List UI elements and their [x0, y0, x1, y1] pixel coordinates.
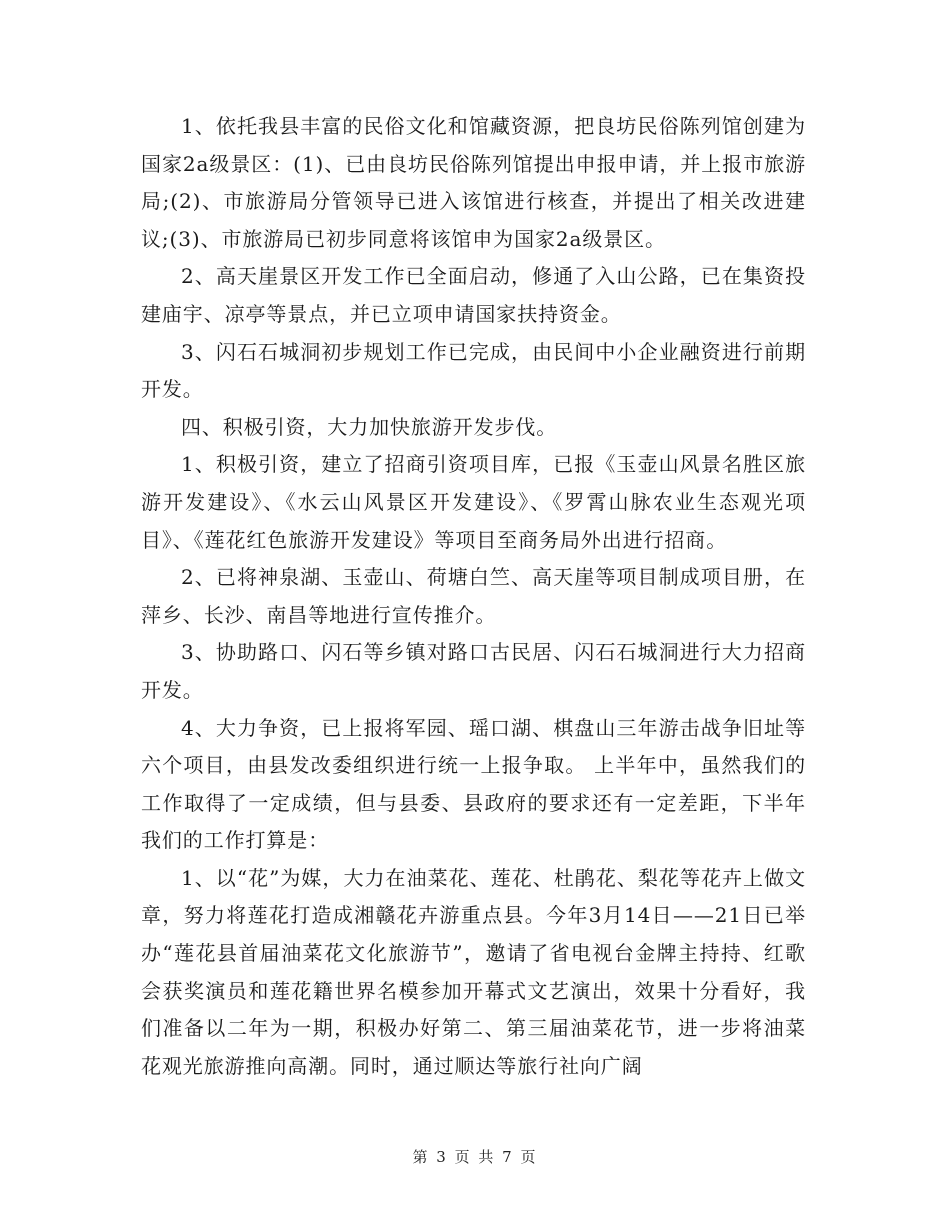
paragraph-flower-tourism: 1、以“花”为媒，大力在油菜花、莲花、杜鹃花、梨花等花卉上做文章，努力将莲花打造成湘赣花卉游重点县。今年3月14日——21日已举办“莲花县首届油菜花文化旅游节”，邀请了省电视台金牌主持持、红歌会获奖演员和莲花籍世界名模参加开幕式文艺演出，效果十分看好，我们准备以二年为一期，积极办好第二、第三届油菜花节，进一步将油菜花观光旅游推向高潮。同时，通过顺达等旅行社向广阔	[141, 865, 806, 1078]
paragraph-fund-raising: 4、大力争资，已上报将军园、瑶口湖、棋盘山三年游击战争旧址等六个项目，由县发改委组织进行统一上报争取。 上半年中，虽然我们的工作取得了一定成绩，但与县委、县政府的要求还有一定差距，下半年我们的工作打算是：	[141, 715, 806, 853]
paragraph-investment-library: 1、积极引资，建立了招商引资项目库，已报《玉壶山风景名胜区旅游开发建设》、《水云山风景区开发建设》、《罗霄山脉农业生态观光项目》、《莲花红色旅游开发建设》等项目至商务局外出进行招商。	[141, 452, 806, 552]
paragraph-shancheng-cave: 3、闪石石城洞初步规划工作已完成，由民间中小企业融资进行前期开发。	[141, 339, 806, 402]
paragraph-assist-towns: 3、协助路口、闪石等乡镇对路口古民居、闪石石城洞进行大力招商开发。	[141, 640, 806, 702]
paragraph-gaotianya: 2、高天崖景区开发工作已全面启动，修通了入山公路，已在集资投建庙宇、凉亭等景点，并已立项申请国家扶持资金。	[141, 264, 806, 326]
section-heading-4: 四、积极引资，大力加快旅游开发步伐。	[181, 414, 558, 439]
document-body	[141, 108, 806, 1085]
paragraph-project-brochure: 2、已将神泉湖、玉壶山、荷塘白竺、高天崖等项目制成项目册，在萍乡、长沙、南昌等地进行宣传推介。	[141, 565, 806, 627]
paragraph-liangfang-museum: 1、依托我县丰富的民俗文化和馆藏资源，把良坊民俗陈列馆创建为国家2a级景区：(1)、已由良坊民俗陈列馆提出申报申请，并上报市旅游局;(2)、市旅游局分管领导已进入该馆进行核查，并提出了相关改进建议;(3)、市旅游局已初步同意将该馆申为国家2a级景区。	[141, 114, 806, 251]
page-number-footer: 第 3 页 共 7 页	[412, 1148, 538, 1166]
